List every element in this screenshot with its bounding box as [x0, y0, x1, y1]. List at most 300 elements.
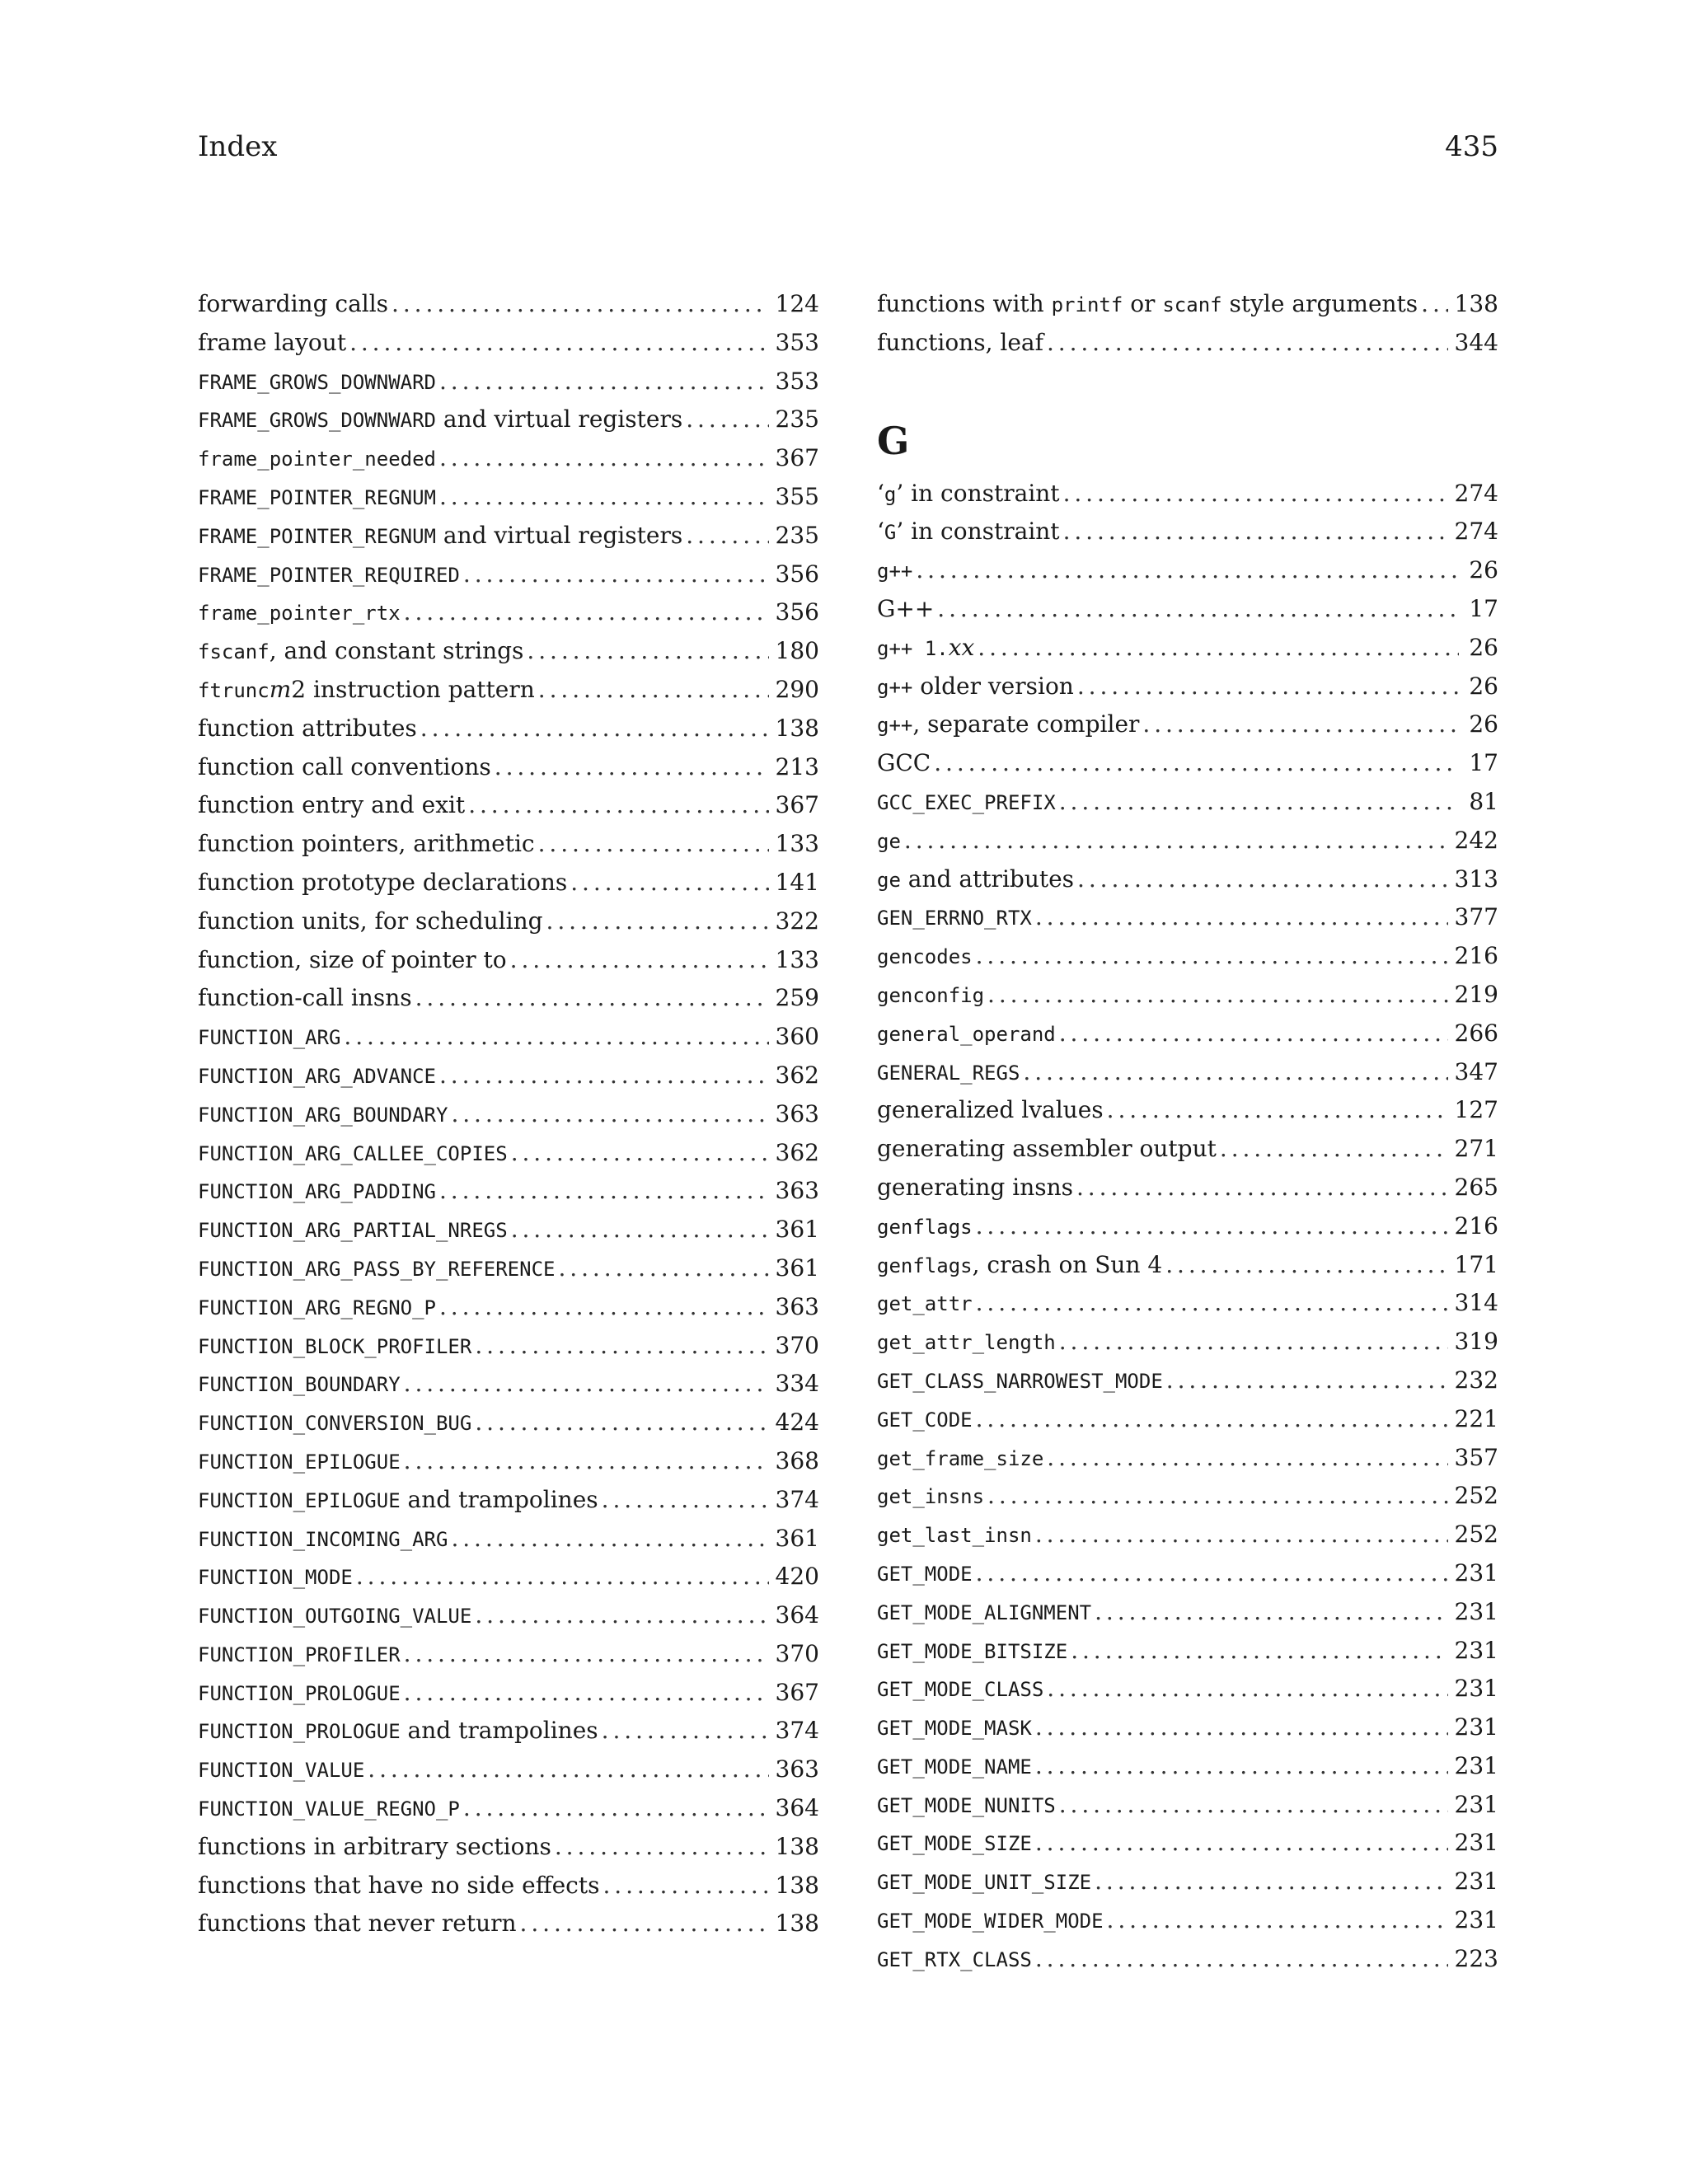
- dot-leader: [934, 749, 1459, 776]
- dot-leader: [987, 981, 1448, 1008]
- index-term: [198, 1447, 401, 1474]
- index-entry: [198, 329, 819, 368]
- index-entry: [198, 368, 819, 406]
- dot-leader: [1077, 865, 1448, 893]
- index-page-number: 231: [1454, 1675, 1498, 1703]
- dot-leader: [1076, 1174, 1448, 1201]
- index-entry: [198, 1332, 819, 1371]
- index-term-part: GET_MODE_SIZE: [877, 1832, 1032, 1856]
- index-page-number: 322: [775, 907, 819, 935]
- index-entry: [198, 1139, 819, 1178]
- index-term-part: fscanf: [198, 640, 270, 664]
- index-term-part: GET_MODE_BITSIZE: [877, 1639, 1068, 1663]
- dot-leader: [1095, 1598, 1447, 1625]
- dot-leader: [1220, 1135, 1448, 1162]
- index-term-part: FUNCTION_INCOMING_ARG: [198, 1527, 448, 1551]
- index-term: [877, 1058, 1020, 1085]
- index-entry: [198, 1023, 819, 1062]
- index-term-part: G: [884, 521, 897, 545]
- dot-leader: [1059, 1019, 1448, 1047]
- index-term: [198, 1486, 598, 1513]
- index-term-part: FRAME_POINTER_REGNUM: [198, 485, 436, 509]
- index-entry: [198, 444, 819, 483]
- index-term-part: GCC_EXEC_PREFIX: [877, 790, 1056, 814]
- index-term-part: function prototype declarations: [198, 868, 568, 896]
- index-entry: [877, 1752, 1498, 1791]
- index-entry: [877, 556, 1498, 595]
- index-term: [198, 1794, 460, 1821]
- dot-leader: [1063, 518, 1448, 545]
- index-term: [877, 1829, 1032, 1856]
- index-page-number: 231: [1454, 1790, 1498, 1818]
- index-page-number: 252: [1454, 1482, 1498, 1510]
- index-page-number: 26: [1469, 672, 1498, 700]
- dot-leader: [1095, 1868, 1447, 1895]
- index-page-number: 344: [1454, 328, 1498, 356]
- index-page-number: 141: [775, 868, 819, 896]
- index-term: [877, 788, 1056, 815]
- index-entry: [877, 673, 1498, 711]
- index-term: [877, 981, 984, 1008]
- section-letter-heading: G: [877, 418, 910, 463]
- index-page-number: 231: [1454, 1597, 1498, 1625]
- index-term: [877, 942, 973, 969]
- index-term-part: g++: [877, 714, 913, 738]
- index-term: [877, 1212, 973, 1240]
- index-entry: [198, 1408, 819, 1447]
- dot-leader: [1107, 1096, 1448, 1123]
- index-entry: [198, 1601, 819, 1640]
- index-term-part: FUNCTION_ARG_REGNO_P: [198, 1296, 436, 1319]
- index-term-part: GET_RTX_CLASS: [877, 1947, 1032, 1971]
- index-entry: [198, 1563, 819, 1601]
- index-term-part: scanf: [1162, 293, 1222, 316]
- index-entry: [877, 1868, 1498, 1906]
- index-term-part: get_insns: [877, 1485, 985, 1509]
- dot-leader: [1071, 1637, 1447, 1664]
- index-entry: [877, 788, 1498, 827]
- index-page-number: 223: [1454, 1944, 1498, 1972]
- index-term-part: GET_MODE_ALIGNMENT: [877, 1601, 1092, 1624]
- index-term: [877, 710, 1139, 738]
- dot-leader: [1142, 710, 1459, 738]
- index-page-number: 216: [1454, 1212, 1498, 1240]
- index-term-part: frame_pointer_needed: [198, 448, 436, 471]
- index-entry: [877, 1251, 1498, 1290]
- dot-leader: [1077, 673, 1459, 700]
- dot-leader: [520, 1910, 769, 1937]
- index-entry: [877, 595, 1498, 634]
- dot-leader: [1421, 290, 1447, 317]
- index-page-number: 357: [1454, 1443, 1498, 1471]
- index-term: [877, 1405, 973, 1432]
- index-term-part: xx: [948, 633, 975, 661]
- index-term: [877, 1482, 984, 1509]
- index-page-number: 355: [775, 482, 819, 510]
- index-term-part: get_attr_length: [877, 1331, 1056, 1355]
- index-term: [198, 1062, 436, 1089]
- index-term-part: FUNCTION_PROFILER: [198, 1643, 401, 1666]
- dot-leader: [558, 1254, 768, 1282]
- index-page-number: 274: [1454, 479, 1498, 507]
- index-entry: [198, 1833, 819, 1872]
- index-term-part: G++: [877, 594, 935, 622]
- index-term: [198, 1023, 340, 1050]
- index-page-number: 138: [775, 1910, 819, 1938]
- index-term-part: ‘: [877, 479, 884, 507]
- index-term-part: 2 instruction pattern: [291, 675, 535, 703]
- index-term-part: ’ in constraint: [896, 518, 1060, 546]
- index-term: [198, 1910, 517, 1937]
- index-term-part: and virtual registers: [435, 405, 683, 434]
- index-term: [198, 676, 535, 703]
- index-page-number: 377: [1454, 903, 1498, 931]
- index-entry: [198, 715, 819, 753]
- index-term: [877, 1174, 1073, 1201]
- index-term-part: FUNCTION_EPILOGUE: [198, 1488, 401, 1512]
- index-term-part: FUNCTION_ARG_PASS_BY_REFERENCE: [198, 1257, 556, 1281]
- index-entry: [198, 1717, 819, 1755]
- index-term: [198, 598, 401, 626]
- index-page-number: 138: [775, 714, 819, 742]
- index-term-part: functions that have no side effects: [198, 1871, 600, 1899]
- index-page-number: 363: [775, 1292, 819, 1320]
- dot-leader: [686, 522, 768, 549]
- index-page-number: 171: [1454, 1250, 1498, 1278]
- index-term-part: and trampolines: [400, 1717, 598, 1745]
- index-entry: [198, 1910, 819, 1948]
- index-term: [198, 907, 543, 935]
- index-term-part: get_frame_size: [877, 1446, 1044, 1470]
- index-term-part: FUNCTION_VALUE_REGNO_P: [198, 1797, 460, 1821]
- index-entry: [198, 946, 819, 985]
- index-term: [198, 1293, 436, 1320]
- index-page-number: 242: [1454, 826, 1498, 854]
- index-term-part: FUNCTION_ARG_CALLEE_COPIES: [198, 1141, 508, 1165]
- index-term-part: GCC: [877, 749, 931, 777]
- index-page-number: 361: [775, 1254, 819, 1282]
- dot-leader: [439, 1293, 769, 1320]
- index-page-number: 374: [775, 1717, 819, 1745]
- index-term-part: style arguments: [1221, 290, 1418, 317]
- dot-leader: [415, 984, 769, 1011]
- index-term: [877, 1328, 1056, 1355]
- index-term: [877, 1019, 1056, 1047]
- index-term-part: and trampolines: [400, 1485, 598, 1513]
- dot-leader: [349, 329, 768, 356]
- index-entry: [198, 290, 819, 329]
- index-term: [877, 1521, 1032, 1548]
- index-entry: [877, 290, 1498, 329]
- index-term: [198, 1872, 599, 1899]
- index-entry: [198, 1486, 819, 1525]
- index-term: [877, 1713, 1032, 1741]
- index-entry: [198, 830, 819, 869]
- dot-leader: [1059, 788, 1459, 815]
- dot-leader: [904, 827, 1448, 854]
- index-term: [877, 1791, 1056, 1818]
- index-page-number: 26: [1469, 710, 1498, 738]
- index-entry: [877, 1328, 1498, 1366]
- index-term: [198, 560, 460, 588]
- index-term: [198, 329, 346, 356]
- index-page-number: 235: [775, 405, 819, 434]
- dot-leader: [356, 1563, 769, 1590]
- index-term-part: FUNCTION_ARG_PADDING: [198, 1180, 436, 1204]
- running-title: Index: [198, 130, 278, 163]
- index-term-part: FUNCTION_PROLOGUE: [198, 1720, 401, 1744]
- dot-leader: [344, 1023, 768, 1050]
- dot-leader: [538, 830, 769, 857]
- dot-leader: [570, 869, 768, 896]
- dot-leader: [1035, 1521, 1448, 1548]
- dot-leader: [463, 560, 769, 588]
- index-page-number: 363: [775, 1177, 819, 1205]
- index-entry: [877, 1791, 1498, 1830]
- index-term-part: forwarding calls: [198, 290, 389, 317]
- page-header: [198, 130, 1498, 171]
- index-term: [198, 1833, 551, 1860]
- index-entry: [877, 827, 1498, 865]
- index-term-part: GEN_ERRNO_RTX: [877, 907, 1032, 930]
- index-term-part: genconfig: [877, 983, 985, 1007]
- index-column-left: [198, 290, 819, 1948]
- index-entry: [198, 405, 819, 444]
- dot-leader: [1035, 1945, 1448, 1972]
- index-term: [198, 637, 523, 664]
- dot-leader: [527, 637, 768, 664]
- index-page-number: 420: [775, 1563, 819, 1591]
- index-term: [877, 556, 912, 583]
- dot-leader: [404, 1640, 769, 1667]
- page-number: 435: [1445, 130, 1498, 163]
- index-entry: [198, 1254, 819, 1293]
- index-page-number: 26: [1469, 556, 1498, 584]
- dot-leader: [1047, 1444, 1447, 1471]
- index-entry: [877, 749, 1498, 788]
- index-entry: [198, 1794, 819, 1833]
- index-entry: [198, 1679, 819, 1718]
- index-term-part: FUNCTION_BOUNDARY: [198, 1373, 401, 1397]
- index-term-part: GET_CLASS_NARROWEST_MODE: [877, 1369, 1163, 1393]
- index-page-number: 231: [1454, 1713, 1498, 1741]
- index-page-number: 364: [775, 1794, 819, 1822]
- index-term: [877, 1096, 1104, 1123]
- index-term-part: m: [269, 675, 292, 703]
- index-term: [198, 869, 567, 896]
- index-page-number: 231: [1454, 1751, 1498, 1779]
- index-page-number: 370: [775, 1639, 819, 1667]
- index-page-number: 81: [1469, 787, 1498, 815]
- index-term-part: FUNCTION_ARG_BOUNDARY: [198, 1103, 448, 1127]
- index-term: [198, 1332, 471, 1359]
- index-term: [198, 405, 682, 433]
- index-page-number: 353: [775, 367, 819, 395]
- index-term: [877, 1637, 1067, 1664]
- index-term: [198, 946, 507, 973]
- index-term-part: printf: [1051, 293, 1123, 316]
- dot-leader: [1035, 1713, 1448, 1741]
- index-term: [877, 595, 934, 622]
- index-page-number: 231: [1454, 1558, 1498, 1586]
- index-entry: [198, 791, 819, 830]
- index-page-number: 361: [775, 1216, 819, 1244]
- index-entry: [877, 710, 1498, 749]
- dot-leader: [1107, 1906, 1448, 1933]
- index-term-part: function pointers, arithmetic: [198, 830, 535, 858]
- index-term-part: functions with: [877, 290, 1052, 317]
- index-page-number: 424: [775, 1408, 819, 1436]
- index-page-number: 252: [1454, 1521, 1498, 1549]
- index-page-number: 274: [1454, 518, 1498, 546]
- index-page-number: 221: [1454, 1404, 1498, 1432]
- index-entry: [877, 1405, 1498, 1444]
- dot-leader: [511, 1139, 769, 1166]
- index-term: [877, 1752, 1032, 1779]
- dot-leader: [602, 1717, 769, 1744]
- index-term-part: , crash on Sun 4: [972, 1250, 1163, 1278]
- index-entry: [198, 676, 819, 715]
- index-term-part: FUNCTION_OUTGOING_VALUE: [198, 1605, 472, 1629]
- index-term-part: function attributes: [198, 714, 417, 742]
- index-term-part: FUNCTION_VALUE: [198, 1759, 365, 1783]
- index-term: [198, 290, 388, 317]
- index-term: [877, 1598, 1091, 1625]
- index-term-part: gencodes: [877, 945, 973, 969]
- index-entry: [198, 1293, 819, 1332]
- index-entry: [198, 1640, 819, 1679]
- index-term-part: FUNCTION_BLOCK_PROFILER: [198, 1334, 472, 1358]
- index-page-number: 347: [1454, 1057, 1498, 1085]
- index-term-part: GET_CODE: [877, 1408, 973, 1432]
- index-entry: [877, 1598, 1498, 1637]
- index-term-part: and attributes: [900, 865, 1075, 893]
- index-page-number: 17: [1469, 594, 1498, 622]
- dot-leader: [404, 1679, 769, 1706]
- index-page-number: 361: [775, 1524, 819, 1552]
- index-term-part: GET_MODE_MASK: [877, 1717, 1032, 1741]
- dot-leader: [1059, 1328, 1448, 1355]
- dot-leader: [603, 1872, 768, 1899]
- dot-leader: [468, 791, 768, 818]
- dot-leader: [916, 556, 1459, 583]
- dot-leader: [976, 942, 1448, 969]
- index-page-number: 370: [775, 1331, 819, 1359]
- index-term-part: GET_MODE_NUNITS: [877, 1793, 1056, 1817]
- index-entry: [198, 560, 819, 599]
- dot-leader: [686, 405, 768, 433]
- index-term: [877, 1906, 1104, 1933]
- index-term-part: functions that never return: [198, 1910, 517, 1938]
- index-entry: [877, 865, 1498, 904]
- dot-leader: [404, 598, 769, 626]
- index-page-number: 356: [775, 598, 819, 626]
- index-entry: [877, 981, 1498, 1019]
- index-page-number: 363: [775, 1755, 819, 1783]
- index-term-part: ge: [877, 829, 901, 853]
- dot-leader: [976, 1405, 1448, 1432]
- index-entry: [877, 1174, 1498, 1212]
- index-term-part: general_operand: [877, 1022, 1056, 1046]
- index-term-part: GET_MODE_CLASS: [877, 1678, 1044, 1702]
- index-page-number: 314: [1454, 1289, 1498, 1317]
- index-term-part: FRAME_POINTER_REGNUM: [198, 524, 436, 548]
- index-entry: [877, 1444, 1498, 1483]
- index-page-number: 374: [775, 1485, 819, 1513]
- index-term-part: generating assembler output: [877, 1135, 1217, 1163]
- index-page-number: 367: [775, 1678, 819, 1706]
- index-entry: [877, 1521, 1498, 1559]
- dot-leader: [538, 676, 769, 703]
- index-term-part: or: [1123, 290, 1163, 317]
- index-term-part: get_attr: [877, 1292, 973, 1316]
- index-entry: [198, 1177, 819, 1216]
- index-entry: [877, 1096, 1498, 1135]
- index-entry: [198, 1447, 819, 1486]
- index-page-number: 124: [775, 290, 819, 317]
- index-page-number: 26: [1469, 633, 1498, 661]
- dot-leader: [439, 368, 769, 395]
- index-term-part: FUNCTION_EPILOGUE: [198, 1450, 401, 1474]
- index-term-part: ftrunc: [198, 678, 270, 702]
- index-entry: [198, 483, 819, 522]
- index-term-part: genflags: [877, 1254, 973, 1277]
- dot-leader: [495, 753, 769, 780]
- index-term: [877, 480, 1060, 507]
- index-entry: [877, 1482, 1498, 1521]
- index-page-number: 235: [775, 521, 819, 549]
- index-page-number: 259: [775, 984, 819, 1012]
- index-term-part: g++: [877, 675, 913, 699]
- dot-leader: [1059, 1791, 1448, 1818]
- index-term: [198, 791, 465, 818]
- index-term: [198, 1408, 471, 1436]
- index-term: [198, 1370, 401, 1397]
- dot-leader: [451, 1100, 768, 1127]
- index-term-part: ’ in constraint: [896, 479, 1060, 507]
- index-term-part: FRAME_POINTER_REQUIRED: [198, 563, 460, 587]
- index-term-part: FUNCTION_MODE: [198, 1566, 353, 1590]
- index-term: [198, 1177, 436, 1204]
- index-term-part: GET_MODE_NAME: [877, 1755, 1032, 1779]
- index-page-number: 266: [1454, 1019, 1498, 1047]
- dot-leader: [1035, 903, 1448, 930]
- index-term-part: function-call insns: [198, 984, 412, 1012]
- index-term: [198, 483, 436, 510]
- index-term: [877, 329, 1043, 356]
- dot-leader: [451, 1525, 768, 1552]
- index-entry: [877, 1637, 1498, 1675]
- index-page-number: 368: [775, 1446, 819, 1474]
- index-entry: [198, 984, 819, 1023]
- index-term-part: frame_pointer_rtx: [198, 602, 401, 626]
- index-term-part: FRAME_GROWS_DOWNWARD: [198, 370, 436, 394]
- index-term: [198, 1100, 448, 1127]
- index-term: [877, 1366, 1163, 1394]
- index-term-part: g++: [877, 560, 913, 583]
- index-page-number: 367: [775, 444, 819, 472]
- index-term-part: function entry and exit: [198, 791, 466, 819]
- index-term-part: FRAME_GROWS_DOWNWARD: [198, 409, 436, 433]
- index-term-part: FUNCTION_CONVERSION_BUG: [198, 1412, 472, 1436]
- dot-leader: [439, 444, 769, 471]
- index-term-part: FUNCTION_ARG_ADVANCE: [198, 1064, 436, 1088]
- index-term: [877, 903, 1032, 930]
- index-entry: [198, 1755, 819, 1794]
- index-page-number: 216: [1454, 942, 1498, 970]
- index-entry: [877, 1945, 1498, 1984]
- index-entry: [198, 1062, 819, 1100]
